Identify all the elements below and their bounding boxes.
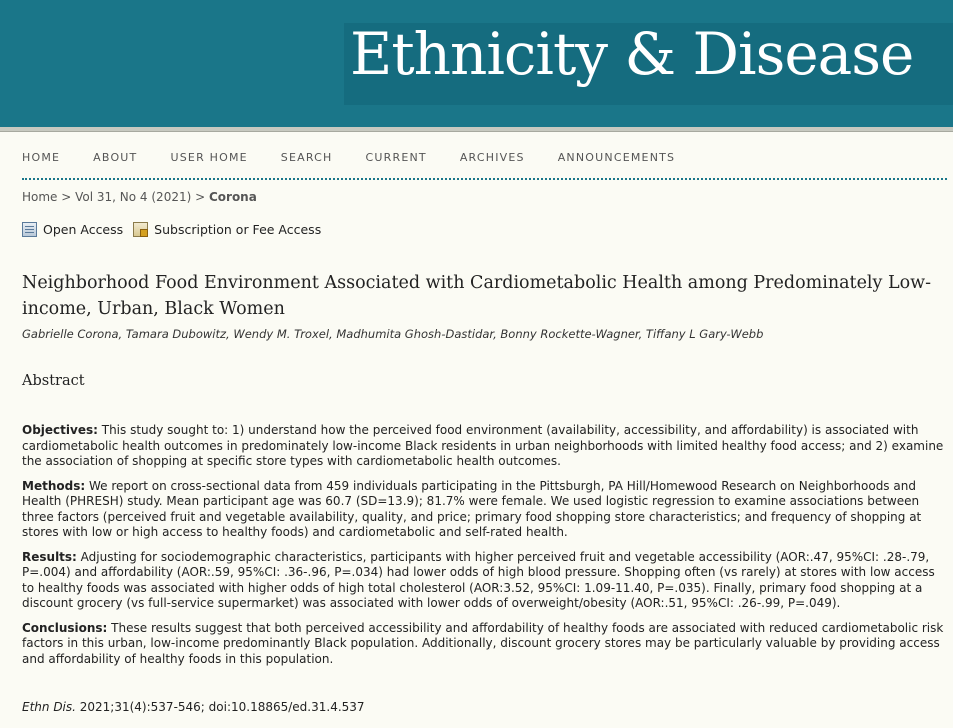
nav-about[interactable]: ABOUT	[93, 151, 138, 164]
site-header	[0, 0, 953, 127]
breadcrumb-issue[interactable]: Vol 31, No 4 (2021)	[75, 190, 192, 204]
open-access-item	[22, 222, 123, 237]
results-label: Results:	[22, 549, 77, 564]
subscription-access-icon	[133, 222, 148, 237]
breadcrumb-separator: >	[191, 190, 209, 204]
access-legend	[22, 222, 331, 237]
citation-details: 2021;31(4):537-546; doi:10.18865/ed.31.4.537	[75, 700, 365, 714]
breadcrumb	[22, 190, 257, 204]
nav-search[interactable]: SEARCH	[280, 151, 333, 164]
abstract-objectives	[22, 423, 947, 470]
header-stripe	[0, 127, 953, 132]
objectives-text: This study sought to: 1) understand how the perceived food environment (availability, accessibility, and affordability) is associated with cardiometabolic health outcomes in predominately low-income Black residents in urban neighborhoods with limited healthy food access; and 2) examine the association of shopping at specific store types with cardiometabolic health outcomes.	[22, 423, 944, 468]
breadcrumb-separator: >	[57, 190, 76, 204]
article-title: Neighborhood Food Environment Associated with Cardiometabolic Health among Predominately Low-income, Urban, Black Women	[22, 273, 932, 319]
nav-current[interactable]: CURRENT	[365, 151, 427, 164]
abstract-body	[22, 423, 947, 676]
nav-archives[interactable]: ARCHIVES	[459, 151, 525, 164]
abstract-conclusions	[22, 621, 947, 668]
conclusions-text: These results suggest that both perceived accessibility and affordability of healthy foods are associated with reduced cardiometabolic risk factors in this urban, low-income predominantly Black population. Additionally, discount grocery stores may be particularly valuable by providing access and affordability of healthy foods in this population.	[22, 620, 944, 666]
breadcrumb-home[interactable]: Home	[22, 190, 58, 204]
abstract-results	[22, 550, 947, 612]
citation-journal: Ethn Dis.	[22, 700, 76, 714]
subscription-access-label: Subscription or Fee Access	[154, 222, 322, 237]
abstract-heading: Abstract	[22, 373, 85, 389]
subscription-access-item	[133, 222, 321, 237]
nav-user-home[interactable]: USER HOME	[170, 151, 248, 164]
nav-divider	[22, 178, 947, 180]
open-access-icon	[22, 222, 37, 237]
breadcrumb-current: Corona	[208, 190, 257, 204]
nav-announcements[interactable]: ANNOUNCEMENTS	[557, 151, 676, 164]
abstract-methods	[22, 479, 947, 541]
results-text: Adjusting for sociodemographic characteristics, participants with higher perceived fruit and vegetable accessibility (AOR:.47, 95%CI: .28-.79, P=.004) and affordability (AOR:.59, 95%CI: .36-.96, P=.034) had lower odds of high blood pressure. Shopping often (vs rarely) at stores with low access to healthy foods was associated with higher odds of high total cholesterol (AOR:3.52, 95%CI: 1.09-11.40, P=.035). Finally, primary food shopping at a discount grocery (vs full-service supermarket) was associated with lower odds of overweight/obesity (AOR:.51, 95%CI: .26-.99, P=.049).	[22, 549, 935, 610]
article-authors: Gabrielle Corona, Tamara Dubowitz, Wendy M. Troxel, Madhumita Ghosh-Dastidar, Bonny Rockette-Wagner, Tiffany L Gary-Webb	[22, 327, 764, 341]
nav-home[interactable]: HOME	[22, 151, 61, 164]
methods-label: Methods:	[22, 478, 86, 493]
main-nav	[22, 151, 708, 164]
methods-text: We report on cross-sectional data from 459 individuals participating in the Pittsburgh, PA Hill/Homewood Research on Neighborhoods and Health (PHRESH) study. Mean participant age was 60.7 (SD=13.9); 81.7% were female. We used logistic regression to examine associations between three factors (perceived fruit and vegetable availability, quality, and price; primary food shopping store characteristics; and frequency of shopping at stores with low or high access to healthy foods) and cardiometabolic and self-rated health.	[22, 478, 922, 539]
open-access-label: Open Access	[43, 222, 124, 237]
objectives-label: Objectives:	[22, 423, 98, 437]
conclusions-label: Conclusions:	[22, 620, 108, 635]
article-citation	[22, 700, 365, 714]
journal-logo[interactable]: Ethnicity & Disease	[350, 20, 914, 88]
